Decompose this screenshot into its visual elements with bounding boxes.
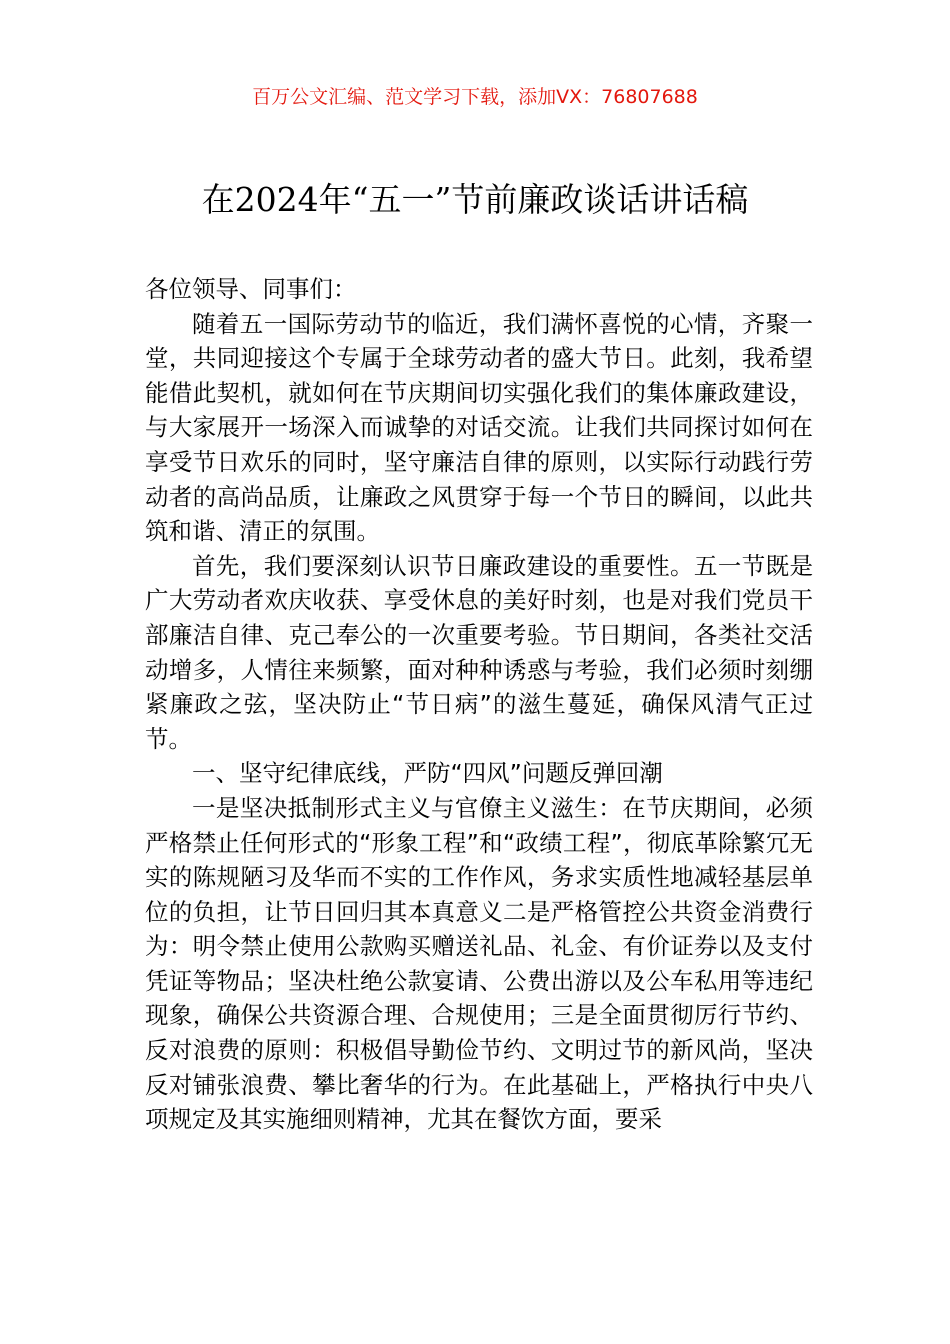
- paragraph-2: 首先，我们要深刻认识节日廉政建设的重要性。五一节既是广大劳动者欢庆收获、享受休息的美好时刻，也是对我们党员干部廉洁自律、克己奉公的一次重要考验。节日期间，各类社交活动增多，人情往来频繁，面对种种诱惑与考验，我们必须时刻绷紧廉政之弦，坚决防止“节日病”的滋生蔓延，确保风清气正过节。: [145, 551, 813, 753]
- document-body: [145, 272, 813, 1137]
- watermark-header: 百万公文汇编、范文学习下载，添加VX：76807688: [252, 86, 698, 108]
- salutation: 各位领导、同事们：: [145, 275, 357, 303]
- paragraph-3: 一是坚决抵制形式主义与官僚主义滋生：在节庆期间，必须严格禁止任何形式的“形象工程”和“政绩工程”，彻底革除繁冗无实的陈规陋习及华而不实的工作作风，务求实质性地减轻基层单位的负担，让节日回归其本真意义二是严格管控公共资金消费行为：明令禁止使用公款购买赠送礼品、礼金、有价证券以及支付凭证等物品；坚决杜绝公款宴请、公费出游以及公车私用等违纪现象，确保公共资源合理、合规使用；三是全面贯彻厉行节约、反对浪费的原则：积极倡导勤俭节约、文明过节的新风尚，坚决反对铺张浪费、攀比奢华的行为。在此基础上，严格执行中央八项规定及其实施细则精神，尤其在餐饮方面，要采: [145, 793, 813, 1134]
- document-title: 在2024年“五一”节前廉政谈话讲话稿: [201, 180, 749, 219]
- paragraph-1: 随着五一国际劳动节的临近，我们满怀喜悦的心情，齐聚一堂，共同迎接这个专属于全球劳动者的盛大节日。此刻，我希望能借此契机，就如何在节庆期间切实强化我们的集体廉政建设，与大家展开一场深入而诚挚的对话交流。让我们共同探讨如何在享受节日欢乐的同时，坚守廉洁自律的原则，以实际行动践行劳动者的高尚品质，让廉政之风贯穿于每一个节日的瞬间，以此共筑和谐、清正的氛围。: [145, 309, 813, 546]
- section-heading-1: 一、坚守纪律底线，严防“四风”问题反弹回潮: [192, 759, 663, 788]
